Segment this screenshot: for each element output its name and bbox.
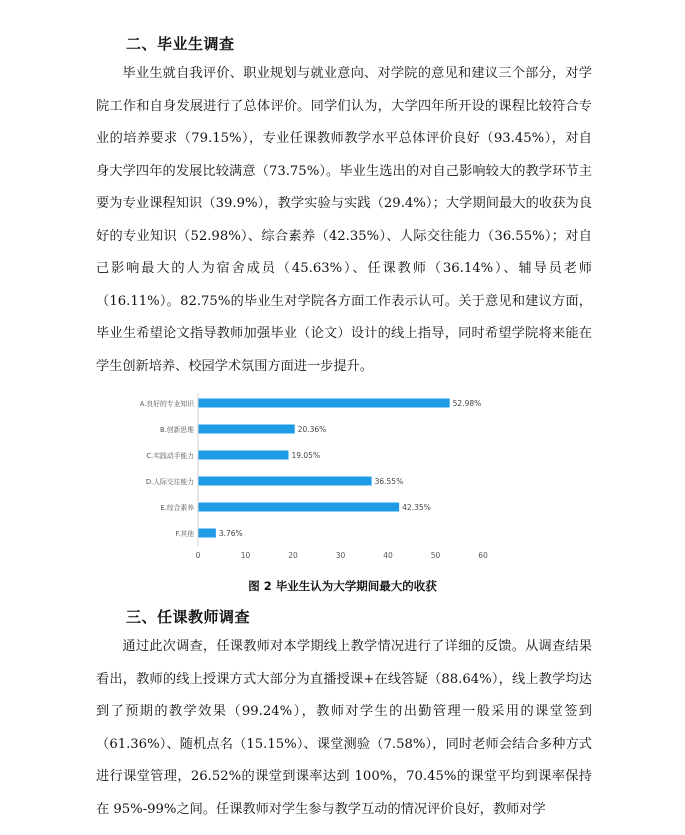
bar xyxy=(198,399,450,408)
graduate-survey-paragraph: 毕业生就自我评价、职业规划与就业意向、对学院的意见和建议三个部分，对学院工作和自身发展进行了总体评价。同学们认为，大学四年所开设的课程比较符合专业的培养要求（79.15%），专业任课教师教学水平总体评价良好（93.45%），对自身大学四年的发展比较满意（73.75%）。毕业生选出的对自己影响较大的教学环节主要为专业课程知识（39.9%），教学实验与实践（29.4%）；大学期间最大的收获为良好的专业知识（52.98%）、综合素养（42.35%）、人际交往能力（36.55%）；对自己影响最大的人为宿舍成员（45.63%）、任课教师（36.14%）、辅导员老师（16.11%）。82.75%的毕业生对学院各方面工作表示认可。关于意见和建议方面，毕业生希望论文指导教师加强毕业（论文）设计的线上指导，同时希望学院将来能在学生创新培养、校园学术氛围方面进一步提升。 xyxy=(96,66,592,374)
category-label: F.其他 xyxy=(175,530,194,538)
harvest-bar-chart xyxy=(110,384,500,564)
x-tick-label: 60 xyxy=(478,551,488,560)
bar-value-label: 36.55% xyxy=(374,477,404,486)
bar-value-label: 3.76% xyxy=(218,529,243,538)
x-tick-label: 10 xyxy=(240,551,251,560)
category-label: C.实践动手能力 xyxy=(146,452,194,460)
bar-value-label: 52.98% xyxy=(452,399,482,408)
bar xyxy=(198,503,399,512)
bar-value-label: 42.35% xyxy=(402,503,431,512)
x-tick-label: 50 xyxy=(430,551,441,560)
section-heading-graduate-survey: 二、毕业生调查 xyxy=(126,35,235,53)
bar-value-label: 19.05% xyxy=(291,451,321,460)
bar-value-label: 20.36% xyxy=(297,425,327,434)
x-tick-label: 20 xyxy=(288,551,298,560)
figure-caption: 图 2 毕业生认为大学期间最大的收获 xyxy=(248,579,437,593)
bar xyxy=(198,477,372,486)
x-tick-label: 40 xyxy=(383,551,393,560)
category-label: D.人际交往能力 xyxy=(145,478,194,486)
category-label: B.创新思维 xyxy=(159,426,194,434)
x-tick-label: 0 xyxy=(195,551,201,560)
teacher-survey-paragraph: 通过此次调查，任课教师对本学期线上教学情况进行了详细的反馈。从调查结果看出，教师的线上授课方式大部分为直播授课+在线答疑（88.64%），线上教学均达到了预期的教学效果（99.24%），教师对学生的出勤管理一般采用的课堂签到（61.36%）、随机点名（15.15%）、课堂测验（7.58%），同时老师会结合多种方式进行课堂管理，26.52%的课堂到课率达到 100%，70.45%的课堂平均到课率保持在 95%-99%之间。任课教师对学生参与教学互动的情况评价良好，教师对学 xyxy=(96,639,592,817)
section-heading-teacher-survey: 三、任课教师调查 xyxy=(126,608,251,626)
bar xyxy=(198,425,295,434)
bar xyxy=(198,529,216,538)
bar xyxy=(198,451,288,460)
category-label: E.综合素养 xyxy=(160,504,194,512)
category-label: A.良好的专业知识 xyxy=(139,400,194,408)
x-tick-label: 30 xyxy=(335,551,346,560)
